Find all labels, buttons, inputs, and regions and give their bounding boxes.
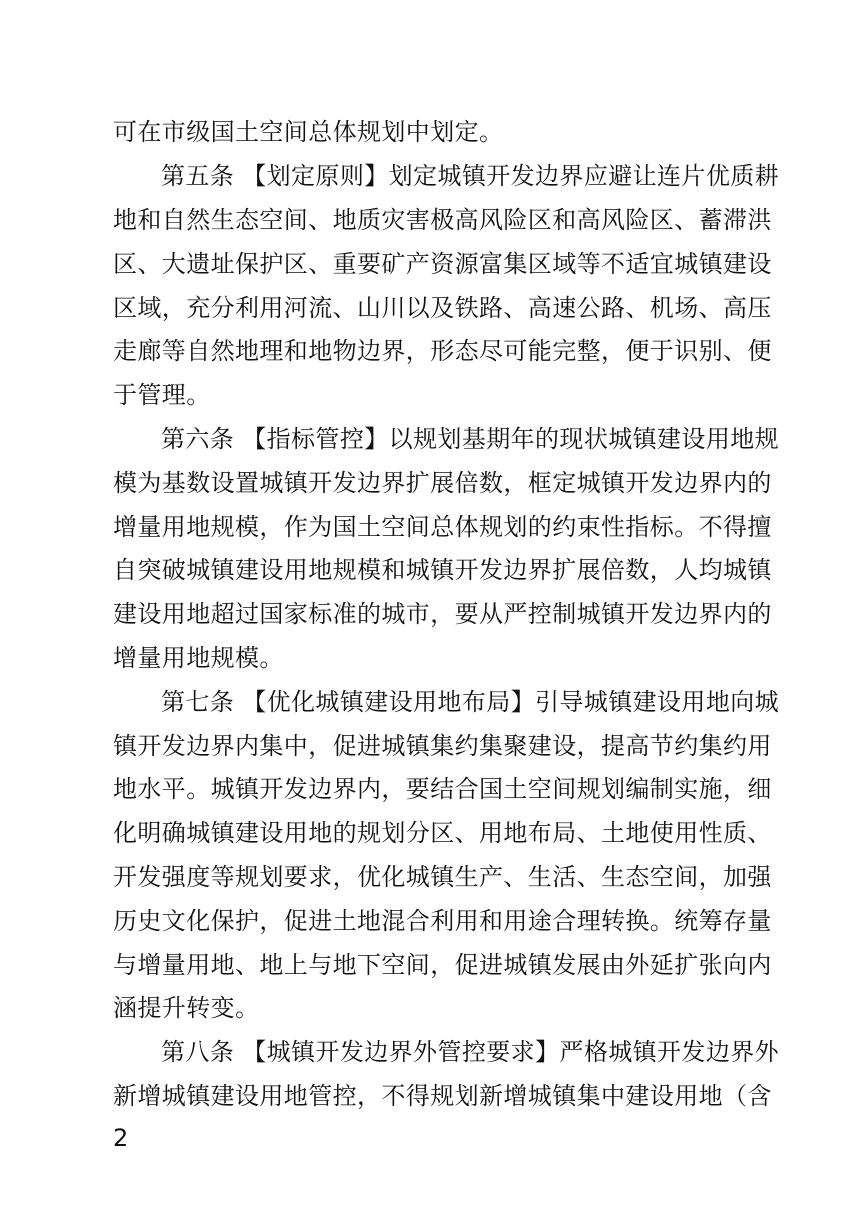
text-line-10: 增量用地规模，作为国土空间总体规划的约束性指标。不得擅 [113,513,772,541]
page-number: 2 [113,1124,129,1152]
text-line-23: 新增城镇建设用地管控，不得规划新增城镇集中建设用地（含 [113,1082,772,1110]
text-line-19: 历史文化保护，促进土地混合利用和用途合理转换。统筹存量 [113,907,772,935]
text-line-20: 与增量用地、地上与地下空间，促进城镇发展由外延扩张向内 [113,951,772,979]
text-line-11: 自突破城镇建设用地规模和城镇开发边界扩展倍数，人均城镇 [113,556,772,584]
text-line-7: 于管理。 [113,381,211,409]
text-line-21: 涵提升转变。 [113,994,260,1022]
text-line-4: 区、大遗址保护区、重要矿产资源富集区域等不适宜城镇建设 [113,250,772,278]
text-line-12: 建设用地超过国家标准的城市，要从严控制城镇开发边界内的 [113,600,772,628]
article-8-heading-line: 第八条 【城镇开发边界外管控要求】严格城镇开发边界外 [161,1038,780,1066]
text-line-5: 区域，充分利用河流、山川以及铁路、高速公路、机场、高压 [113,294,772,322]
text-line-1: 可在市级国土空间总体规划中划定。 [113,118,504,146]
text-line-16: 地水平。城镇开发边界内，要结合国土空间规划编制实施，细 [113,775,772,803]
text-line-3: 地和自然生态空间、地质灾害极高风险区和高风险区、蓄滞洪 [113,206,772,234]
text-line-18: 开发强度等规划要求，优化城镇生产、生活、生态空间，加强 [113,863,772,891]
text-line-17: 化明确城镇建设用地的规划分区、用地布局、土地使用性质、 [113,819,772,847]
text-line-9: 模为基数设置城镇开发边界扩展倍数，框定城镇开发边界内的 [113,469,772,497]
text-line-6: 走廊等自然地理和地物边界，形态尽可能完整，便于识别、便 [113,337,772,365]
text-line-15: 镇开发边界内集中，促进城镇集约集聚建设，提高节约集约用 [113,732,772,760]
article-7-heading-line: 第七条 【优化城镇建设用地布局】引导城镇建设用地向城 [161,688,780,716]
text-line-13: 增量用地规模。 [113,644,284,672]
article-6-heading-line: 第六条 【指标管控】以规划基期年的现状城镇建设用地规 [161,425,780,453]
article-5-heading-line: 第五条 【划定原则】划定城镇开发边界应避让连片优质耕 [161,162,780,190]
